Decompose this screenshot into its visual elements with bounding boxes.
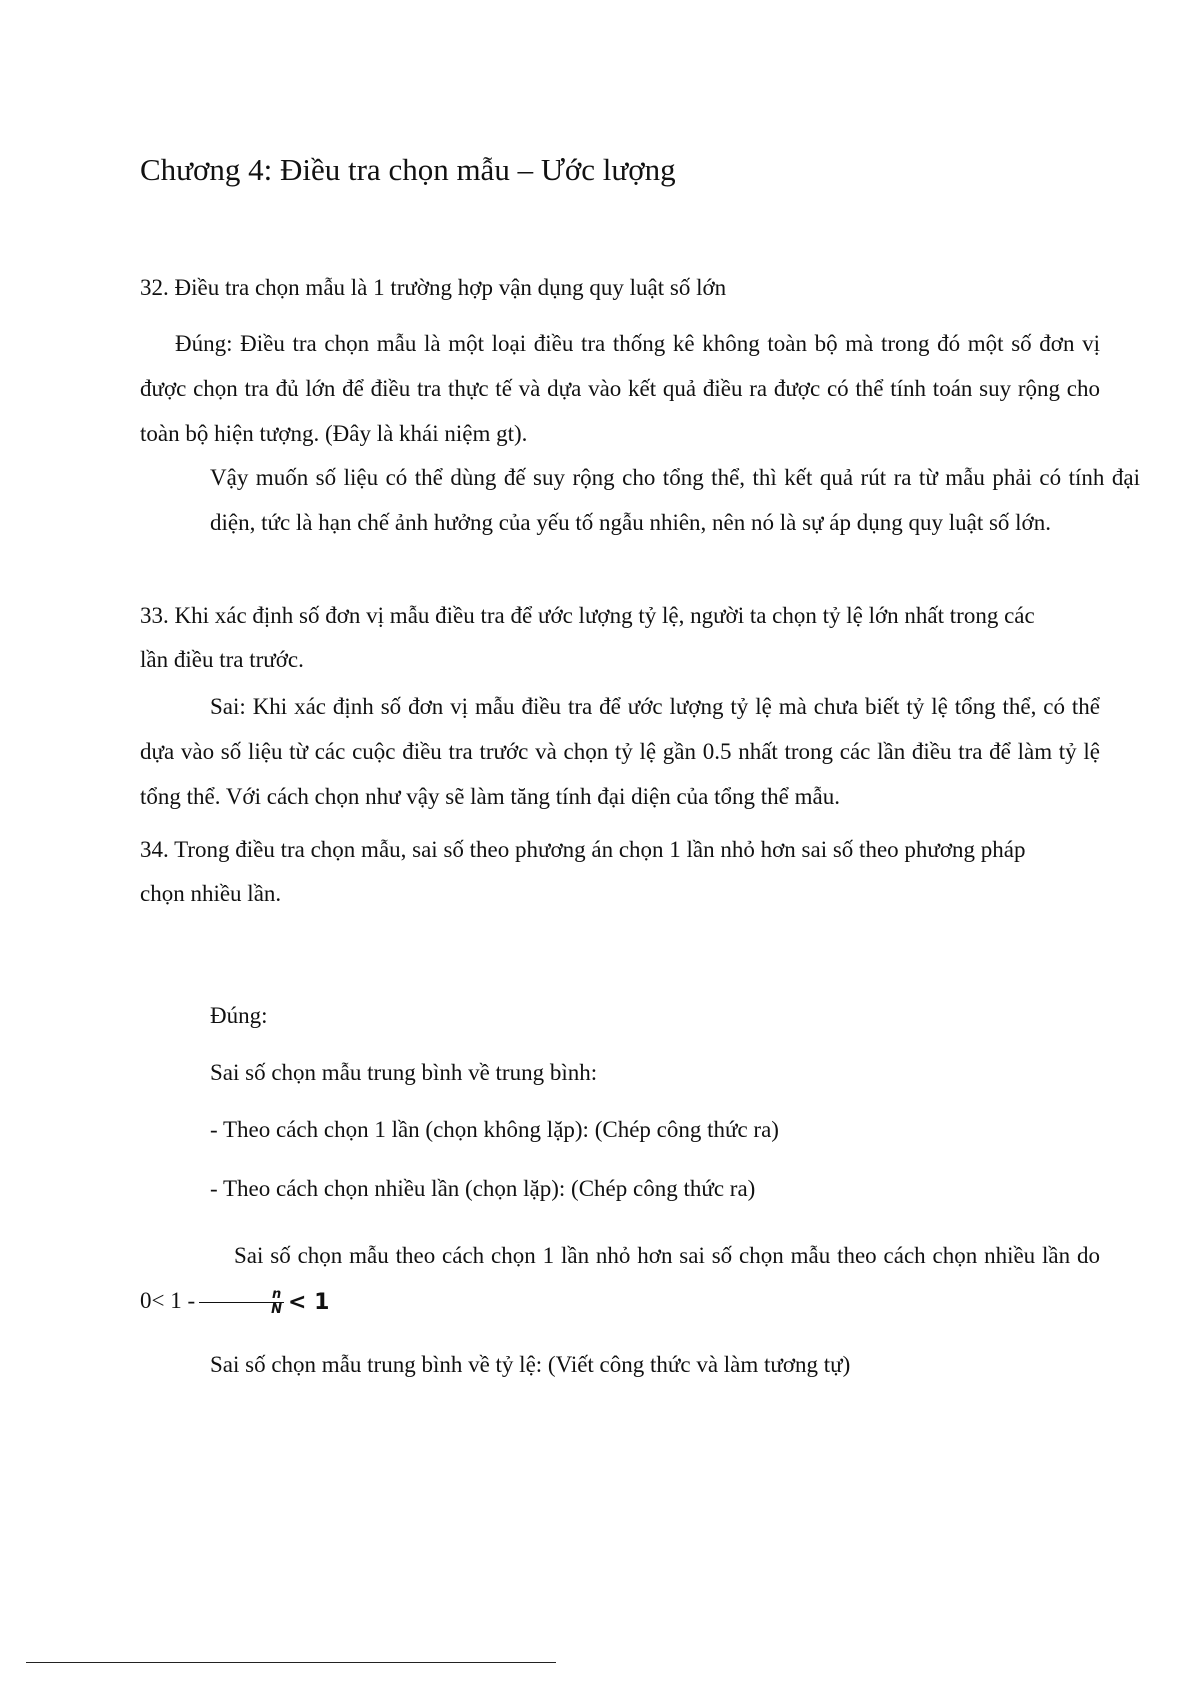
fraction-denominator: N [271,1302,283,1318]
answer-32: Đúng: Điều tra chọn mẫu là một loại điều tra thống kê không toàn bộ mà trong đó một số đơn vị được chọn tra đủ lớn để điều tra thực tế và dựa vào kết quả điều ra được có thể tính toán suy rộng cho toàn bộ hiện tượng. (Đây là khái niệm gt). [140,331,1100,446]
question-33: 33. Khi xác định số đơn vị mẫu điều tra để ước lượng tỷ lệ, người ta chọn tỷ lệ lớn nhất trong các lần điều tra trước. [140,603,1035,672]
proportion-error-line: Sai số chọn mẫu trung bình về tỷ lệ: (Viết công thức và làm tương tự) [210,1352,851,1377]
question-32: 32. Điều tra chọn mẫu là 1 trường hợp vận dụng quy luật số lớn [140,275,727,300]
question-34: 34. Trong điều tra chọn mẫu, sai số theo phương án chọn 1 lần nhỏ hơn sai số theo phương pháp chọn nhiều lần. [140,837,1026,906]
answer-34-label: Đúng: [210,1003,268,1028]
conclusion-34-text: Sai số chọn mẫu theo cách chọn 1 lần nhỏ hơn sai số chọn mẫu theo cách chọn nhiều lần do 0< 1 - [140,1243,1100,1313]
conclusion-34 [140,1233,1100,1325]
mean-error-heading: Sai số chọn mẫu trung bình về trung bình: [210,1060,598,1085]
repeat-sampling-line: - Theo cách chọn nhiều lần (chọn lặp): (Chép công thức ra) [210,1176,756,1201]
conclusion-32-text: Vậy muốn số liệu có thể dùng đế suy rộng cho tổng thể, thì kết quả rút ra từ mẫu phải có tính đại diện, tức là hạn chế ảnh hưởng của yếu tố ngẫu nhiên, nên nó là sự áp dụng quy luật số lớn. [210,465,1140,535]
formula-tail: < 1 [288,1290,330,1316]
fraction-numerator: n [199,1288,284,1303]
answer-33: Sai: Khi xác định số đơn vị mẫu điều tra để ước lượng tỷ lệ mà chưa biết tỷ lệ tổng thể, có thể dựa vào số liệu từ các cuộc điều tra trước và chọn tỷ lệ gần 0.5 nhất trong các lần điều tra để làm tỷ lệ tổng thể. Với cách chọn như vậy sẽ làm tăng tính đại diện của tổng thể mẫu. [140,694,1100,809]
footer-rule [26,1662,556,1663]
conclusion-32 [174,455,1140,545]
once-sampling-line: - Theo cách chọn 1 lần (chọn không lặp): (Chép công thức ra) [210,1117,779,1142]
chapter-title: Chương 4: Điều tra chọn mẫu – Ước lượng [140,152,676,187]
fraction-formula [199,1288,284,1317]
